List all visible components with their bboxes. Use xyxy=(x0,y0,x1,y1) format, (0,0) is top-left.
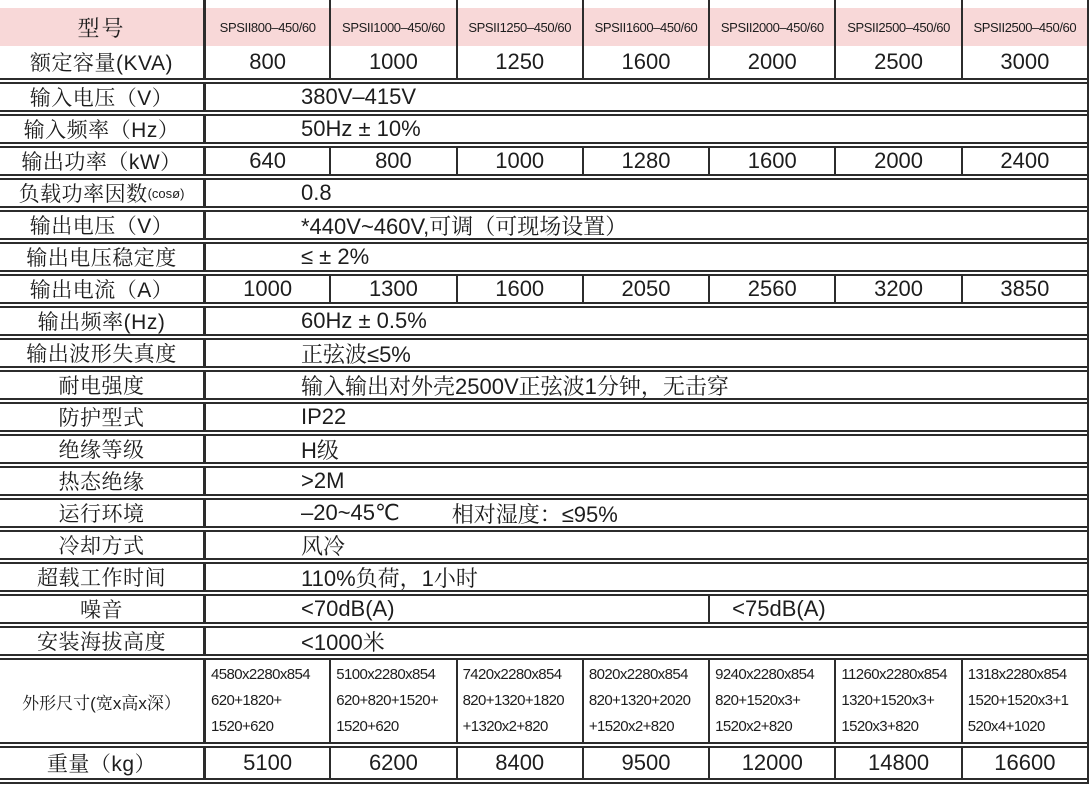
dim-line: 1318x2280x854 xyxy=(967,666,1067,683)
value-cell: 12000 xyxy=(708,748,834,778)
spacer-cell xyxy=(834,0,960,8)
value-cell xyxy=(708,660,834,742)
dim-line: 820+1320+2020 xyxy=(588,692,691,709)
value-cell: 1600 xyxy=(456,276,582,302)
value-cell: 16600 xyxy=(961,748,1087,778)
table-row-output-power xyxy=(0,148,1087,180)
row-label: 输入电压（V） xyxy=(29,87,174,110)
value-cell xyxy=(961,660,1087,742)
table-row-input-frequency xyxy=(0,116,1087,148)
value-cell: 14800 xyxy=(834,748,960,778)
table-top-spacer xyxy=(0,0,1087,8)
row-label: 防护型式 xyxy=(58,407,145,430)
model-header-cell: SPSII1600–450/60 xyxy=(582,8,708,46)
value-cell: 1000 xyxy=(203,276,329,302)
value-cell: 380V–415V xyxy=(203,84,1087,110)
row-label-suffix: (cosø) xyxy=(147,185,185,201)
table-row-operating-environment xyxy=(0,500,1087,532)
spacer-cell xyxy=(708,0,834,8)
dim-line: 620+1820+ xyxy=(211,692,282,709)
dim-line: 5100x2280x854 xyxy=(336,666,436,683)
table-row-output-current xyxy=(0,276,1087,308)
dim-line: 1320+1520x3+ xyxy=(841,692,935,709)
value-cell: *440V~460V,可调（可现场设置） xyxy=(203,212,1087,238)
table-row-voltage-stability xyxy=(0,244,1087,276)
table-row-altitude xyxy=(0,628,1087,660)
spacer-cell xyxy=(329,0,455,8)
value-cell: 0.8 xyxy=(203,180,1087,206)
value-cell: 1600 xyxy=(582,46,708,78)
row-label: 超载工作时间 xyxy=(37,567,166,590)
value-cell: 6200 xyxy=(329,748,455,778)
row-label: 外形尺寸(宽x高x深） xyxy=(22,693,181,713)
table-row-rated-capacity xyxy=(0,46,1087,84)
value-cell: 1300 xyxy=(329,276,455,302)
row-label: 输出电压（V） xyxy=(29,215,174,238)
value-cell: 1000 xyxy=(329,46,455,78)
row-label: 安装海拔高度 xyxy=(37,631,166,654)
row-label: 输出电压稳定度 xyxy=(26,247,177,270)
dim-line: 8020x2280x854 xyxy=(588,666,688,683)
dim-line: 1520+620 xyxy=(211,718,274,735)
model-header-cell: SPSII2000–450/60 xyxy=(708,8,834,46)
value-cell: 2500 xyxy=(834,46,960,78)
row-label: 输入频率（Hz） xyxy=(23,119,180,142)
row-label: 输出波形失真度 xyxy=(26,343,177,366)
temperature-range: –20~45℃ xyxy=(301,500,400,525)
spacer-cell xyxy=(0,0,203,8)
row-label: 输出电流（A） xyxy=(29,279,174,302)
model-header-cell: SPSII1000–450/60 xyxy=(329,8,455,46)
row-label: 热态绝缘 xyxy=(58,471,145,494)
row-label: 冷却方式 xyxy=(58,535,145,558)
dim-line: 9240x2280x854 xyxy=(715,666,815,683)
dim-line: 7420x2280x854 xyxy=(462,666,562,683)
value-cell: 2000 xyxy=(708,46,834,78)
value-cell: 3200 xyxy=(834,276,960,302)
value-cell: 800 xyxy=(203,46,329,78)
table-row-noise xyxy=(0,596,1087,628)
table-row-dimensions xyxy=(0,660,1087,748)
dim-line: 820+1320+1820 xyxy=(462,692,565,709)
table-row-output-voltage xyxy=(0,212,1087,244)
spacer-cell xyxy=(961,0,1087,8)
value-cell xyxy=(582,660,708,742)
value-cell: 2400 xyxy=(961,148,1087,174)
table-row-weight xyxy=(0,748,1087,784)
value-cell xyxy=(456,660,582,742)
value-cell: 2000 xyxy=(834,148,960,174)
value-cell: 输入输出对外壳2500V正弦波1分钟，无击穿 xyxy=(203,372,1087,398)
row-label-text: 负载功率因数 xyxy=(18,183,148,206)
table-row-power-factor xyxy=(0,180,1087,212)
spacer-cell xyxy=(203,0,329,8)
value-cell: 1250 xyxy=(456,46,582,78)
value-cell: <1000米 xyxy=(203,628,1087,654)
model-header-cell: SPSII1250–450/60 xyxy=(456,8,582,46)
value-cell: 60Hz ± 0.5% xyxy=(203,308,1087,334)
model-header-cell: SPSII2500–450/60 xyxy=(961,8,1087,46)
table-row-protection-class xyxy=(0,404,1087,436)
dim-line: +1320x2+820 xyxy=(462,718,548,735)
value-cell: 正弦波≤5% xyxy=(203,340,1087,366)
value-cell: 110%负荷，1小时 xyxy=(203,564,1087,590)
spacer-cell xyxy=(582,0,708,8)
dim-line: +1520x2+820 xyxy=(588,718,675,735)
table-row-cooling-method xyxy=(0,532,1087,564)
dim-line: 1520+620 xyxy=(336,718,399,735)
row-label: 绝缘等级 xyxy=(58,439,145,462)
value-cell xyxy=(329,660,455,742)
value-cell: <75dB(A) xyxy=(708,596,1087,622)
row-label: 重量（kg） xyxy=(46,753,157,776)
table-row-waveform-distortion xyxy=(0,340,1087,372)
value-cell xyxy=(203,500,1087,526)
row-label: 输出功率（kW） xyxy=(21,151,182,174)
row-label xyxy=(0,180,203,206)
dim-line: 1520x2+820 xyxy=(715,718,793,735)
table-row-dielectric-strength xyxy=(0,372,1087,404)
dim-line: 11260x2280x854 xyxy=(841,666,948,683)
value-cell: <70dB(A) xyxy=(203,596,708,622)
row-label: 额定容量(KVA) xyxy=(30,52,173,75)
dim-line: 820+1520x3+ xyxy=(715,692,801,709)
value-cell: 2560 xyxy=(708,276,834,302)
table-row-input-voltage xyxy=(0,84,1087,116)
dim-line: 620+820+1520+ xyxy=(336,692,439,709)
value-cell: 1280 xyxy=(582,148,708,174)
value-cell: 8400 xyxy=(456,748,582,778)
table-row-thermal-insulation xyxy=(0,468,1087,500)
value-cell xyxy=(834,660,960,742)
value-cell: 640 xyxy=(203,148,329,174)
table-row-output-frequency xyxy=(0,308,1087,340)
value-cell: 9500 xyxy=(582,748,708,778)
value-cell xyxy=(203,660,329,742)
value-cell: 1600 xyxy=(708,148,834,174)
row-label: 输出频率(Hz) xyxy=(37,311,166,334)
value-cell: >2M xyxy=(203,468,1087,494)
value-cell: 5100 xyxy=(203,748,329,778)
value-cell: 2050 xyxy=(582,276,708,302)
dim-line: 1520+1520x3+1 xyxy=(967,692,1069,709)
value-cell: H级 xyxy=(203,436,1087,462)
model-header-cell: SPSII800–450/60 xyxy=(203,8,329,46)
row-label-model: 型号 xyxy=(77,15,126,41)
value-cell: ≤ ± 2% xyxy=(203,244,1087,270)
spacer-cell xyxy=(456,0,582,8)
table-row-overload-time xyxy=(0,564,1087,596)
value-cell: 50Hz ± 10% xyxy=(203,116,1087,142)
dim-line: 1520x3+820 xyxy=(841,718,919,735)
row-label: 噪音 xyxy=(80,599,123,622)
model-header-cell: SPSII2500–450/60 xyxy=(834,8,960,46)
value-cell: IP22 xyxy=(203,404,1087,430)
value-cell: 风冷 xyxy=(203,532,1087,558)
dim-line: 520x4+1020 xyxy=(967,718,1045,735)
dim-line: 4580x2280x854 xyxy=(211,666,310,683)
row-label: 耐电强度 xyxy=(58,375,145,398)
value-cell: 1000 xyxy=(456,148,582,174)
model-header-row xyxy=(0,8,1087,46)
row-label: 运行环境 xyxy=(58,503,145,526)
value-cell: 3850 xyxy=(961,276,1087,302)
value-cell: 800 xyxy=(329,148,455,174)
table-row-insulation-grade xyxy=(0,436,1087,468)
humidity-range: 相对湿度：≤95% xyxy=(451,501,618,526)
value-cell: 3000 xyxy=(961,46,1087,78)
